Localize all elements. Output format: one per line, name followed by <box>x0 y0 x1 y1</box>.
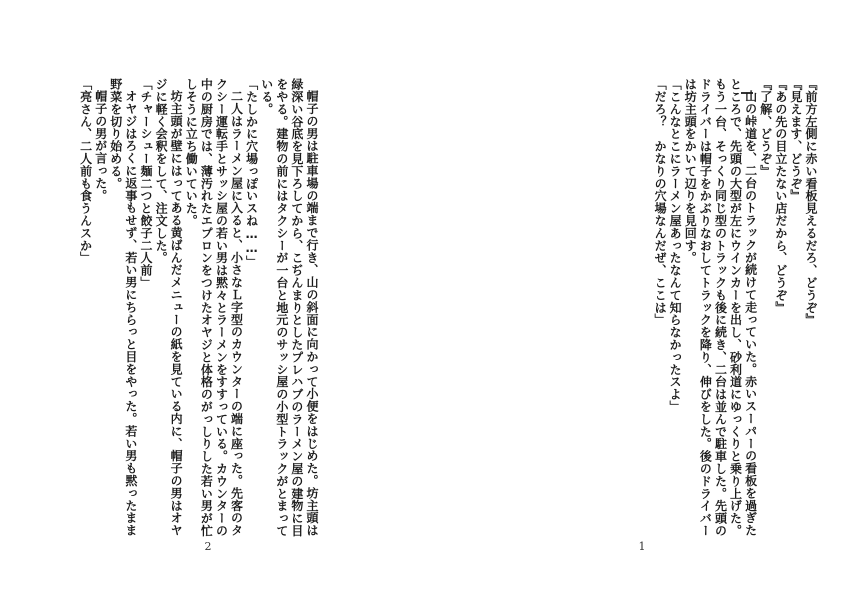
page-number: 2 <box>204 540 212 553</box>
dialogue-line: 「たしかに穴場っぽいスね……」 <box>244 78 259 268</box>
dialogue-line: 『了解、どうぞ』 <box>758 78 773 178</box>
narrative-paragraph: 二人はラーメン屋に入ると、小さなＬ字型のカウンターの端に座った。先客のタクシー運転手とサッシ屋の若い男は黙々とラーメンをすすっている。カウンターの中の厨房では、薄汚れたエプロンをつけたオヤジと体格のがっしりした若い男が忙しそうに立ち働いていた。 <box>184 78 244 537</box>
narrative-paragraph: 帽子の男が言った。 <box>93 90 108 202</box>
dialogue-line: 「亮さん、二人前も食うんスか」 <box>78 78 93 264</box>
dialogue-line: 『前方左側に赤い看板見えるだろ、どうぞ』 <box>804 78 818 326</box>
narrative-paragraph: 山の峠道を、二台のトラックが続けて走っていた。赤いスーパーの看板を過ぎたところで、先頭の大型が左にウインカーを出し、砂利道にゆっくりと乗り上げた。もう一台、そっくり同じ型のトラックも後に続き、二台は並んで駐車した。先頭のドライバーは帽子をかぶりなおしてトラックを降り、伸びをした。後のドライバーは坊主頭をかいて辺りを見回す。 <box>683 78 758 537</box>
page-1-text-column <box>508 78 818 546</box>
narrative-paragraph: 帽子の男は駐車場の端まで行き、山の斜面に向かって小便をはじめた。坊主頭は緑深い谷底を見下ろしてから、こぢんまりとしたプレハブのラーメン屋の建物に目をやる。建物の前にはタクシーが一台と地元のサッシ屋の小型トラックがとまっている。 <box>259 78 319 537</box>
dialogue-line: 「だろ？ かなりの穴場なんだぜ、ここは」 <box>653 78 668 326</box>
page-2-text-column <box>19 78 319 546</box>
narrative-paragraph: オヤジはろくに返事もせず、若い男にちらっと目をやった。若い男も黙ったまま野菜を切り始める。 <box>108 78 138 537</box>
dialogue-line: 『あの先の目立たない店だから、どうぞ』 <box>773 78 788 314</box>
narrative-paragraph: 坊主頭が壁にはってある黄ばんだメニューの紙を見ている内に、帽子の男はオヤジに軽く会釈をして、注文した。 <box>154 78 184 537</box>
dialogue-line: 「チャーシュー麺二つと餃子二人前」 <box>138 78 153 289</box>
page-1 <box>425 0 850 600</box>
page-number: 1 <box>638 540 646 553</box>
dialogue-line: 「こんなとこにラーメン屋あったなんて知らなかったスよ」 <box>668 78 683 413</box>
dialogue-line: 『見えます、どうぞ』 <box>788 78 803 202</box>
